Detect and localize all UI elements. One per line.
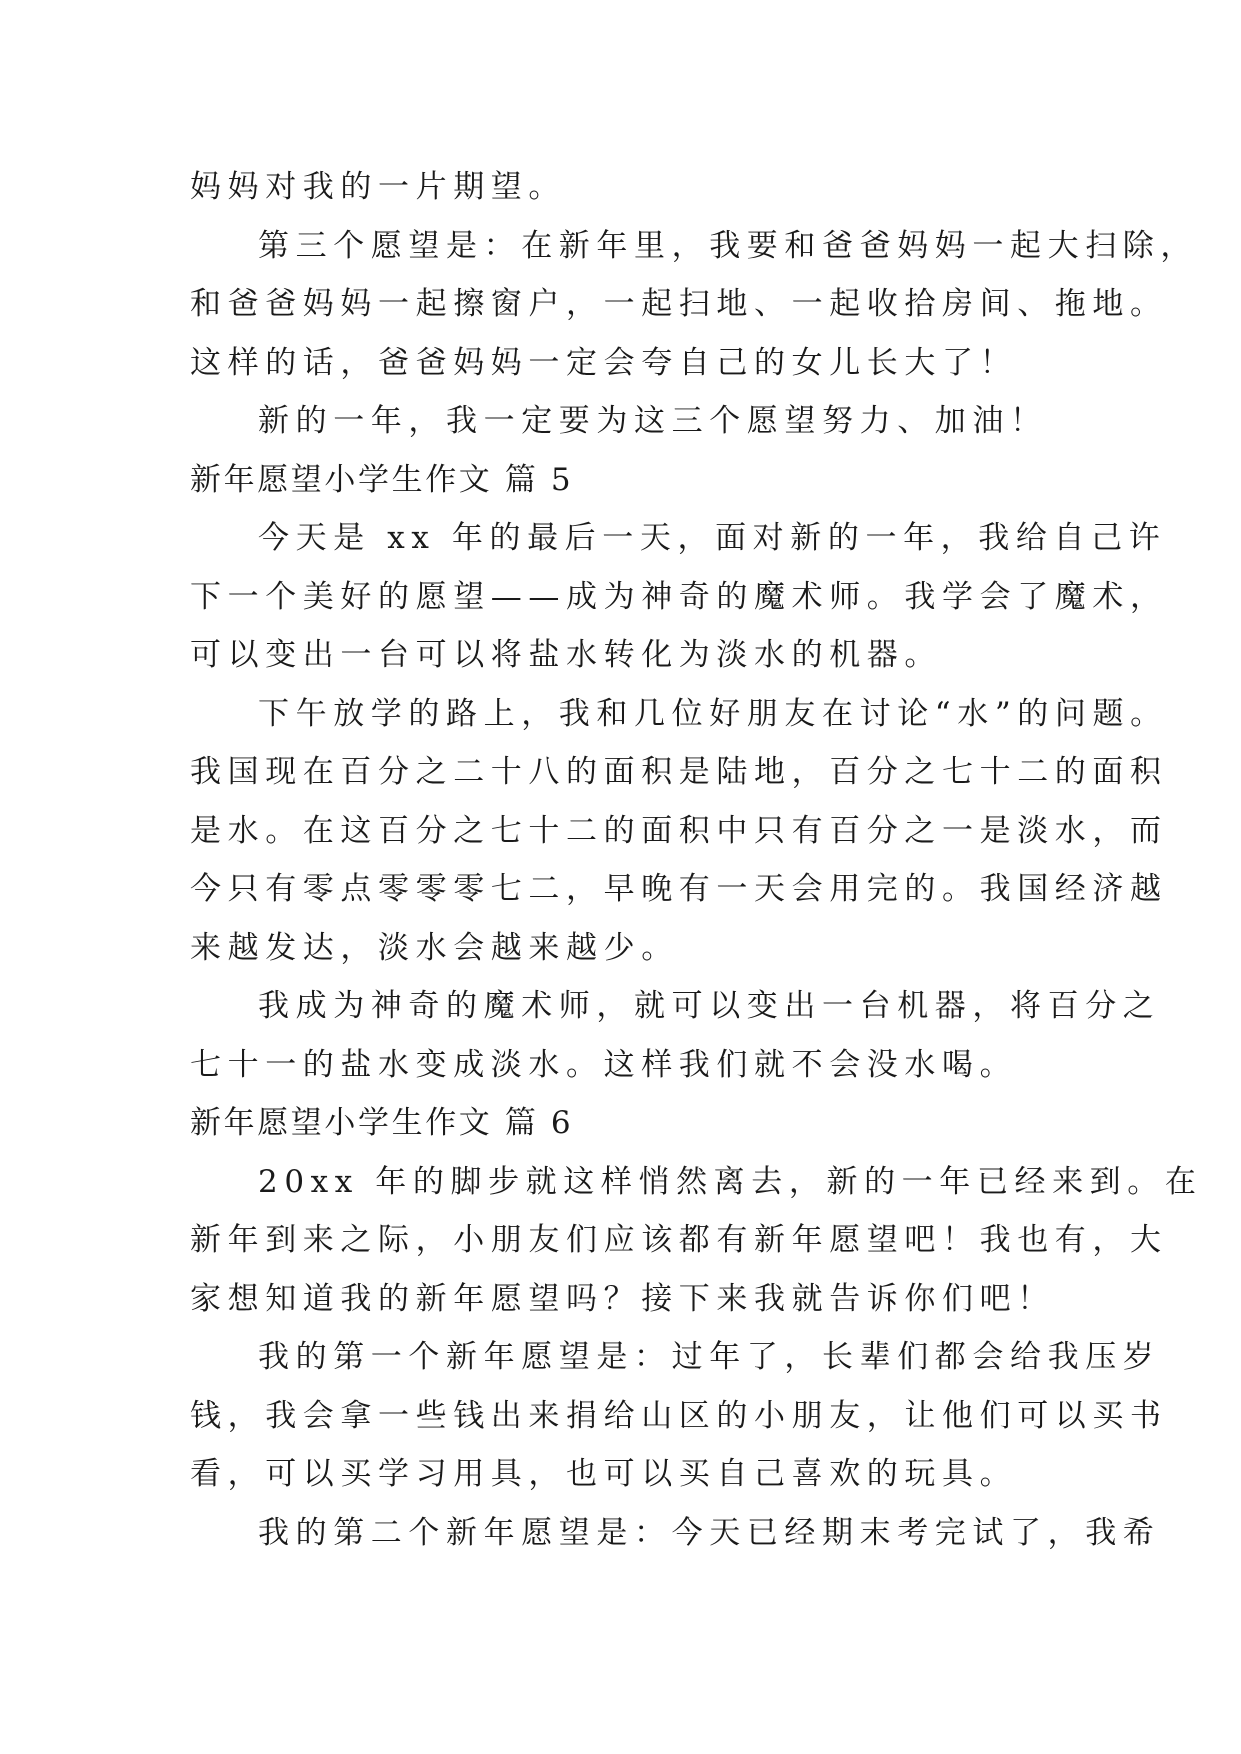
paragraph-line: 是水。在这百分之七十二的面积中只有百分之一是淡水，而 — [190, 812, 1168, 849]
paragraph-line: 今只有零点零零零七二，早晚有一天会用完的。我国经济越 — [190, 871, 1168, 907]
paragraph-line: 我国现在百分之二十八的面积是陆地，百分之七十二的面积 — [190, 754, 1168, 790]
paragraph-line: 家想知道我的新年愿望吗？接下来我就告诉你们吧！ — [190, 1280, 1055, 1317]
paragraph-line: 钱，我会拿一些钱出来捐给山区的小朋友，让他们可以买书 — [190, 1397, 1168, 1434]
paragraph-line: 下午放学的路上，我和几位好朋友在讨论“水”的问题。 — [258, 695, 1168, 732]
paragraph-line: 20xx 年的脚步就这样悄然离去，新的一年已经来到。在 — [258, 1163, 1203, 1200]
section-heading: 新年愿望小学生作文 篇 6 — [190, 1105, 574, 1141]
paragraph-line: 看，可以买学习用具，也可以买自己喜欢的玩具。 — [190, 1456, 1018, 1492]
document-body — [190, 158, 1203, 1562]
paragraph-line: 来越发达，淡水会越来越少。 — [190, 929, 679, 966]
paragraph-line: 和爸爸妈妈一起擦窗户，一起扫地、一起收拾房间、拖地。 — [190, 286, 1168, 322]
paragraph-line: 七十一的盐水变成淡水。这样我们就不会没水喝。 — [190, 1046, 1018, 1083]
paragraph-line: 第三个愿望是：在新年里，我要和爸爸妈妈一起大扫除， — [258, 227, 1198, 264]
paragraph-line: 我的第二个新年愿望是：今天已经期末考完试了，我希 — [258, 1514, 1161, 1551]
paragraph-line: 我成为神奇的魔术师，就可以变出一台机器，将百分之 — [258, 988, 1161, 1024]
section-heading: 新年愿望小学生作文 篇 5 — [190, 461, 574, 498]
paragraph-line: 这样的话，爸爸妈妈一定会夸自己的女儿长大了！ — [190, 344, 1018, 381]
paragraph-line: 新年到来之际，小朋友们应该都有新年愿望吧！我也有，大 — [190, 1222, 1168, 1258]
paragraph-line: 妈妈对我的一片期望。 — [190, 169, 566, 205]
paragraph-line: 今天是 xx 年的最后一天，面对新的一年，我给自己许 — [258, 520, 1167, 556]
paragraph-line: 下一个美好的愿望——成为神奇的魔术师。我学会了魔术， — [190, 578, 1168, 615]
paragraph-line: 我的第一个新年愿望是：过年了，长辈们都会给我压岁 — [258, 1339, 1161, 1375]
paragraph-line: 可以变出一台可以将盐水转化为淡水的机器。 — [190, 637, 942, 673]
paragraph-line: 新的一年，我一定要为这三个愿望努力、加油！ — [258, 403, 1048, 439]
